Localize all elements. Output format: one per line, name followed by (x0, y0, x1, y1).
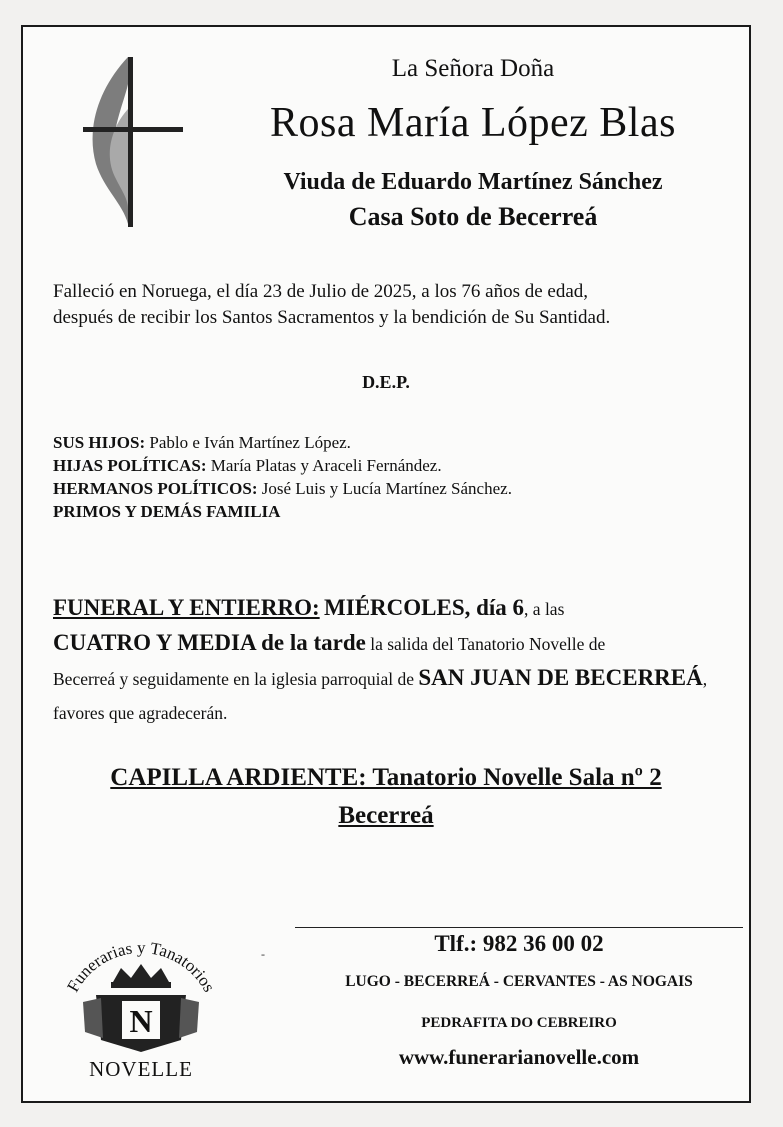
chapel-place: Becerreá (338, 802, 434, 829)
family-label: HERMANOS POLÍTICOS: (53, 479, 258, 498)
funeral-text: Becerreá y seguidamente en la iglesia parroquial de (53, 669, 419, 689)
family-value: José Luis y Lucía Martínez Sánchez. (257, 479, 512, 498)
footer-rule (295, 927, 743, 928)
logo-name: NOVELLE (89, 1057, 193, 1081)
house-name: Casa Soto de Becerreá (348, 202, 598, 231)
death-line: después de recibir los Santos Sacramentos y la bendición de Su Santidad. (53, 307, 611, 328)
office-location-2: PEDRAFITA DO CEBREIRO (421, 1015, 617, 1031)
family-row (53, 454, 733, 477)
family-row (53, 431, 733, 454)
funeral-text: , favores que agradecerán. (53, 669, 708, 723)
obituary-card (21, 25, 751, 1103)
logo-arc-text: Funerarias y Tanatorios (63, 937, 219, 996)
death-announcement (53, 279, 733, 331)
office-locations: LUGO - BECERREÁ - CERVANTES - AS NOGAIS (345, 973, 693, 990)
family-label: SUS HIJOS: (53, 433, 146, 452)
funeral-heading: FUNERAL Y ENTIERRO: (53, 595, 320, 620)
widow-of: Viuda de Eduardo Martínez Sánchez (283, 169, 663, 195)
funeral-time: CUATRO Y MEDIA de la tarde (53, 630, 366, 655)
funeral-text: , a las (524, 599, 565, 619)
website-link[interactable]: www.funerarianovelle.com (398, 1045, 640, 1069)
funeral-details (53, 591, 743, 730)
phone-number: Tlf.: 982 36 00 02 (434, 931, 604, 956)
family-value: María Platas y Araceli Fernández. (206, 456, 442, 475)
chapel-line: CAPILLA ARDIENTE: Tanatorio Novelle Sala nº 2 (110, 764, 662, 791)
chapel-info (23, 759, 749, 835)
funeral-text: la salida del Tanatorio Novelle de (365, 634, 606, 654)
family-row (53, 500, 733, 523)
dep-text: D.E.P. (362, 372, 410, 392)
church-name: SAN JUAN DE BECERREÁ (418, 665, 703, 690)
deceased-name: Rosa María López Blas (270, 100, 676, 146)
death-line: Falleció en Noruega, el día 23 de Julio de 2025, a los 76 años de edad, (53, 281, 589, 302)
family-row (53, 477, 733, 500)
cross-and-flame-icon (68, 49, 188, 234)
honorific: La Señora Doña (391, 55, 555, 82)
family-label: PRIMOS Y DEMÁS FAMILIA (53, 502, 281, 521)
family-label: HIJAS POLÍTICAS: (53, 456, 207, 475)
divider-dash: - (261, 947, 265, 961)
family-list (53, 431, 733, 523)
logo-initial: N (129, 1003, 153, 1039)
funeral-day: MIÉRCOLES, día 6 (324, 595, 525, 620)
family-value: Pablo e Iván Martínez López. (145, 433, 351, 452)
